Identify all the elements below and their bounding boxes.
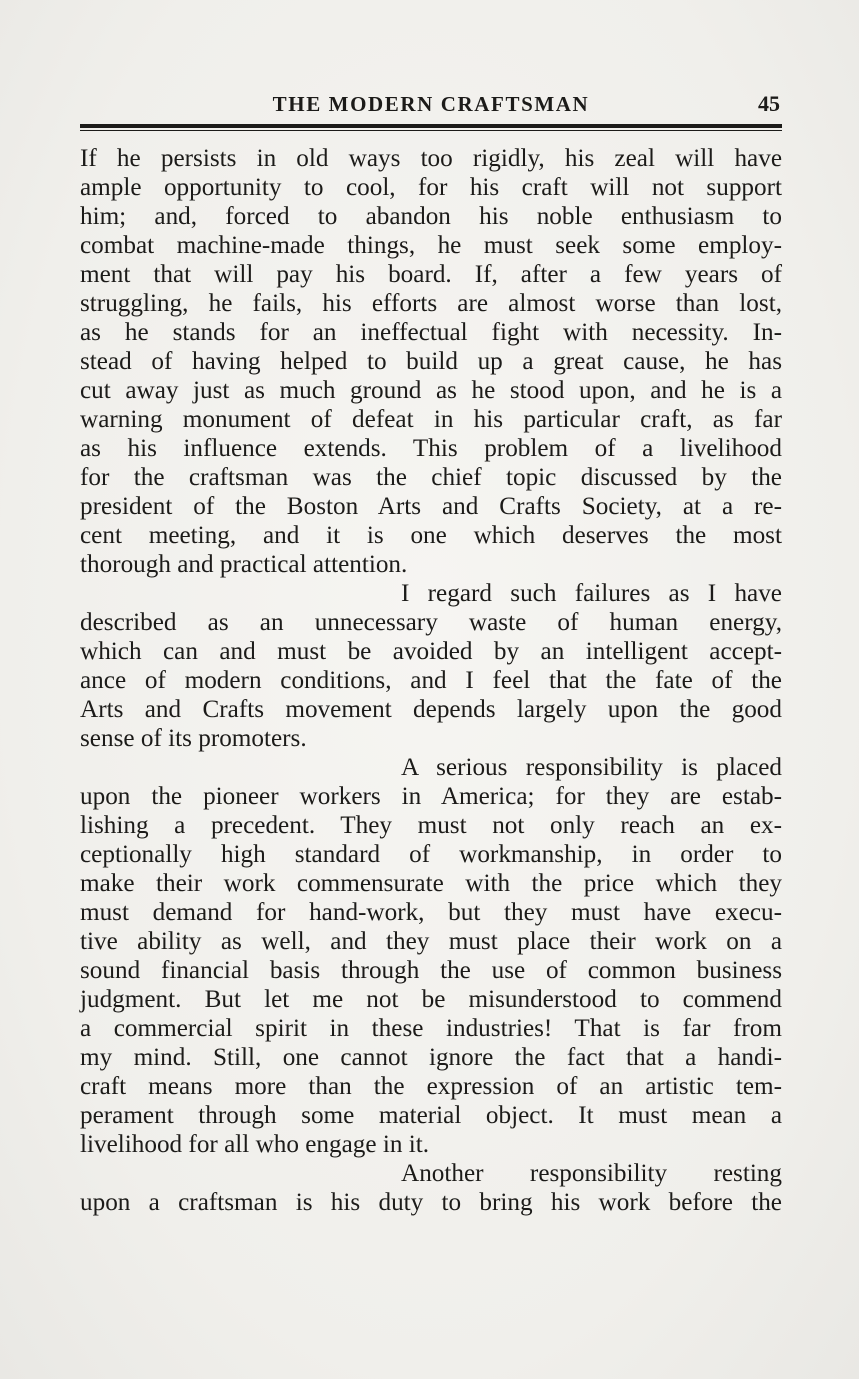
text-line: for the craftsman was the chief topic discussed by the (80, 464, 782, 491)
text-line: ment that will pay his board. If, after a few years of (80, 261, 782, 288)
text-line: perament through some material object. It must mean a (80, 1102, 782, 1129)
text-line: lishing a precedent. They must not only reach an ex- (80, 812, 782, 839)
text-line: make their work commensurate with the price which they (80, 870, 782, 897)
text-line: A serious responsibility is placed (401, 754, 782, 781)
text-line: craft means more than the expression of an artistic tem- (80, 1073, 782, 1100)
text-line: livelihood for all who engage in it. (80, 1131, 430, 1158)
text-line: ance of modern conditions, and I feel that the fate of the (80, 667, 782, 694)
body-text (80, 144, 782, 1224)
text-line: must demand for hand-work, but they must have execu- (80, 899, 782, 926)
text-line: cent meeting, and it is one which deserves the most (80, 522, 782, 549)
text-line: as he stands for an ineffectual fight with necessity. In- (80, 319, 782, 346)
header-rule-thick (80, 124, 782, 128)
text-line: upon the pioneer workers in America; for they are estab- (80, 783, 782, 810)
text-line: Arts and Crafts movement depends largely upon the good (80, 696, 782, 723)
text-line: combat machine-made things, he must seek some employ- (80, 232, 782, 259)
text-line: him; and, forced to abandon his noble enthusiasm to (80, 203, 782, 230)
text-line: sound financial basis through the use of common business (80, 957, 782, 984)
text-line: struggling, he fails, his efforts are almost worse than lost, (80, 290, 782, 317)
text-line: ceptionally high standard of workmanship, in order to (80, 841, 782, 868)
text-line: described as an unnecessary waste of human energy, (80, 609, 782, 636)
text-line: ample opportunity to cool, for his craft will not support (80, 174, 782, 201)
text-line: stead of having helped to build up a great cause, he has (80, 348, 782, 375)
text-line: a commercial spirit in these industries! That is far from (80, 1015, 782, 1042)
text-line: upon a craftsman is his duty to bring his work before the (80, 1189, 782, 1216)
text-line: thorough and practical attention. (80, 551, 408, 578)
text-line: my mind. Still, one cannot ignore the fact that a handi- (80, 1044, 782, 1071)
text-line: judgment. But let me not be misunderstood to commend (80, 986, 782, 1013)
text-line: If he persists in old ways too rigidly, his zeal will have (80, 145, 782, 172)
text-line: tive ability as well, and they must place their work on a (80, 928, 782, 955)
text-line: as his influence extends. This problem of a livelihood (80, 435, 782, 462)
running-head (80, 92, 782, 118)
running-head-title: THE MODERN CRAFTSMAN (272, 92, 590, 116)
text-line: cut away just as much ground as he stood upon, and he is a (80, 377, 782, 404)
text-line: warning monument of defeat in his particular craft, as far (80, 406, 782, 433)
text-line: president of the Boston Arts and Crafts Society, at a re- (80, 493, 782, 520)
page-number: 45 (758, 91, 780, 116)
text-line: which can and must be avoided by an intelligent accept- (80, 638, 782, 665)
text-line: sense of its promoters. (80, 725, 307, 752)
text-line: I regard such failures as I have (401, 580, 782, 607)
header-rule-thin (80, 130, 782, 131)
text-line: Another responsibility resting (401, 1160, 782, 1187)
